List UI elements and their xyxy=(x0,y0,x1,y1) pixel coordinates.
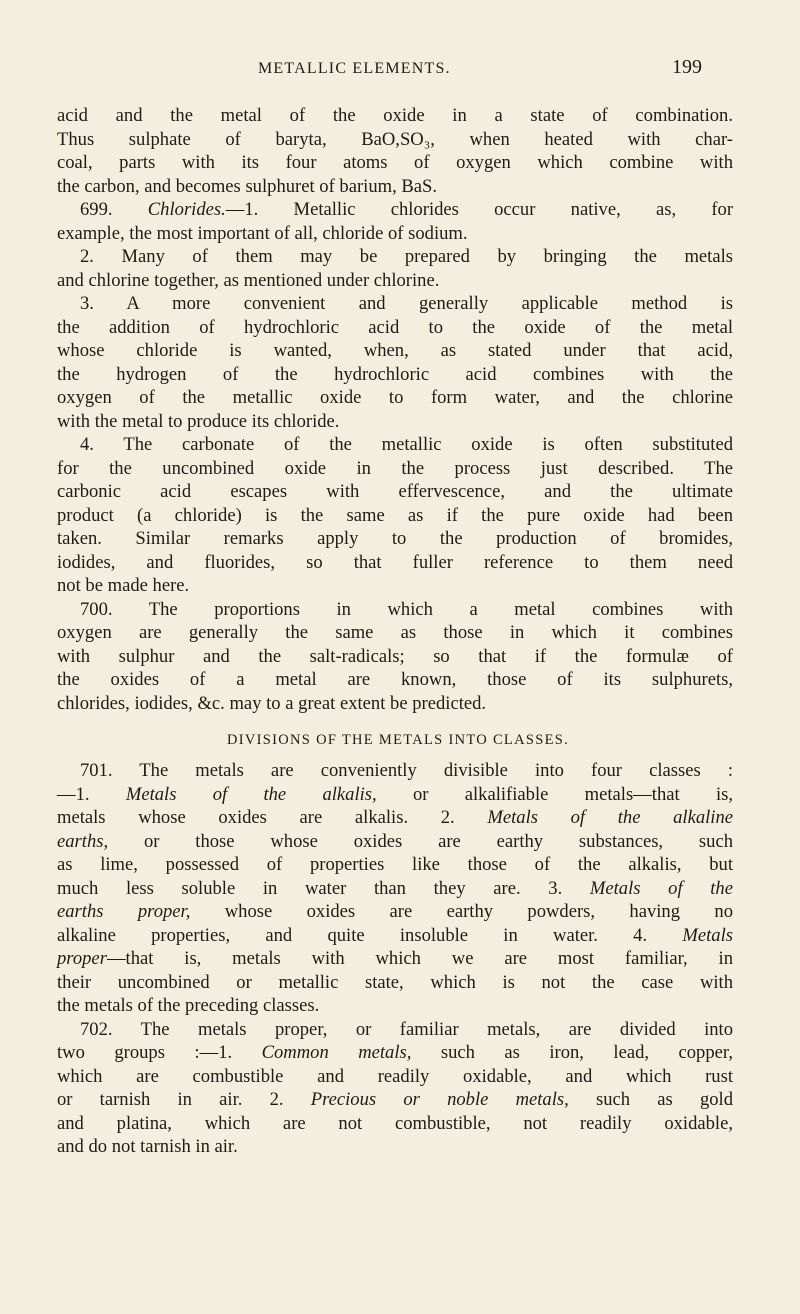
text-segment: which are combustible and readily oxidable, and which rust xyxy=(57,1065,733,1087)
text-segment: the addition of hydrochloric acid to the oxide of the metal xyxy=(57,316,733,338)
text-line xyxy=(57,783,733,807)
text-segment: 3. A more convenient and generally applicable method is xyxy=(80,293,733,314)
text-line xyxy=(57,971,733,995)
text-segment: or tarnish in air. 2. xyxy=(57,1089,311,1110)
running-head xyxy=(0,56,800,86)
text-segment: iodides, and fluorides, so that fuller reference to them need xyxy=(57,551,733,573)
italic-term: Metals xyxy=(682,924,733,946)
text-segment: and chlorine together, as mentioned under chlorine. xyxy=(57,269,440,291)
text-line xyxy=(57,292,733,316)
text-segment: for the uncombined oxide in the process just described. The xyxy=(57,457,733,479)
text-line xyxy=(57,692,733,716)
text-segment: with sulphur and the salt-radicals; so that if the formulæ of xyxy=(57,645,733,667)
text-line xyxy=(57,245,733,269)
text-line xyxy=(57,1088,733,1112)
text-segment: oxygen of the metallic oxide to form water, and the chlorine xyxy=(57,387,733,408)
text-line xyxy=(57,947,733,971)
text-line xyxy=(57,668,733,692)
text-line xyxy=(57,900,733,924)
page-number: 199 xyxy=(672,56,702,78)
text-segment: —1. Metallic chlorides occur native, as, for xyxy=(225,199,734,220)
text-segment: or those whose oxides are earthy substances, such xyxy=(108,830,733,852)
text-line xyxy=(57,339,733,363)
text-line xyxy=(57,598,733,622)
text-segment: two groups :—1. xyxy=(57,1042,262,1063)
text-segment: coal, parts with its four atoms of oxygen which combine with xyxy=(57,152,733,173)
text-line xyxy=(57,128,733,152)
text-line xyxy=(57,551,733,575)
text-line xyxy=(57,759,733,783)
text-segment: oxygen are generally the same as those in which it combines xyxy=(57,622,733,643)
italic-term: earths proper, xyxy=(57,901,191,922)
text-segment: example, the most important of all, chloride of sodium. xyxy=(57,222,468,244)
text-segment: acid and the metal of the oxide in a state of combination. xyxy=(57,105,733,126)
text-line xyxy=(57,151,733,175)
text-line xyxy=(57,104,733,128)
text-line xyxy=(57,527,733,551)
text-segment: metals whose oxides are alkalis. 2. xyxy=(57,807,488,828)
text-segment: chlorides, iodides, &c. may to a great extent be predicted. xyxy=(57,692,487,714)
text-line xyxy=(57,480,733,504)
text-segment: and do not tarnish in air. xyxy=(57,1136,238,1157)
italic-term: Metals of the xyxy=(589,877,733,899)
text-segment: their uncombined or metallic state, which is not the case with xyxy=(57,971,733,993)
text-line xyxy=(57,1065,733,1089)
text-line xyxy=(57,1112,733,1136)
text-segment: not be made here. xyxy=(57,575,190,596)
text-segment: Thus sulphate of baryta, BaO,SO₃, when heated with char- xyxy=(57,128,733,150)
text-line xyxy=(57,269,733,293)
text-segment: 700. The proportions in which a metal combines with xyxy=(80,598,733,620)
text-line xyxy=(57,175,733,199)
text-segment: 4. The carbonate of the metallic oxide is often substituted xyxy=(80,434,733,455)
text-line xyxy=(57,433,733,457)
italic-term: proper xyxy=(57,948,107,969)
text-segment: and platina, which are not combustible, not readily oxidable, xyxy=(57,1112,733,1134)
text-line xyxy=(57,645,733,669)
text-line xyxy=(57,1018,733,1042)
italic-term: earths, xyxy=(57,830,109,852)
text-segment: such as gold xyxy=(568,1089,734,1110)
text-line xyxy=(57,877,733,901)
italic-term: Chlorides. xyxy=(147,199,226,220)
text-line xyxy=(57,994,733,1018)
text-segment: carbonic acid escapes with effervescence, and the ultimate xyxy=(57,481,733,502)
text-line xyxy=(57,924,733,948)
text-line xyxy=(57,363,733,387)
text-segment: as lime, possessed of properties like those of the alkalis, but xyxy=(57,854,733,875)
text-segment: the hydrogen of the hydrochloric acid combines with the xyxy=(57,363,733,385)
text-line xyxy=(57,574,733,598)
text-line xyxy=(57,1041,733,1065)
text-segment: 699. xyxy=(80,199,148,220)
italic-term: Metals of the alkaline xyxy=(487,807,734,828)
running-head-title: METALLIC ELEMENTS. xyxy=(258,60,451,77)
text-line xyxy=(57,806,733,830)
text-line xyxy=(57,457,733,481)
text-segment: the oxides of a metal are known, those of its sulphurets, xyxy=(57,669,733,690)
text-segment: 702. The metals proper, or familiar metals, are divided into xyxy=(80,1018,733,1040)
text-line xyxy=(57,1135,733,1159)
text-line xyxy=(57,853,733,877)
text-segment: 2. Many of them may be prepared by bringing the metals xyxy=(80,246,733,267)
text-line xyxy=(57,316,733,340)
text-line xyxy=(57,410,733,434)
text-segment: 701. The metals are conveniently divisible into four classes : xyxy=(80,760,733,781)
text-line xyxy=(57,222,733,246)
italic-term: Precious or noble metals, xyxy=(310,1089,569,1110)
text-segment: the metals of the preceding classes. xyxy=(57,995,320,1016)
text-segment: whose chloride is wanted, when, as stated under that acid, xyxy=(57,340,733,361)
text-segment: —1. xyxy=(57,783,126,805)
text-segment: much less soluble in water than they are. 3. xyxy=(57,877,590,899)
text-segment: or alkalifiable metals—that is, xyxy=(376,783,733,805)
text-segment: the carbon, and becomes sulphuret of barium, BaS. xyxy=(57,175,438,197)
text-line xyxy=(57,830,733,854)
section-heading: DIVISIONS OF THE METALS INTO CLASSES. xyxy=(226,732,570,748)
text-segment: taken. Similar remarks apply to the production of bromides, xyxy=(57,528,733,549)
text-line xyxy=(57,504,733,528)
text-segment: product (a chloride) is the same as if the pure oxide had been xyxy=(57,504,733,526)
text-segment: whose oxides are earthy powders, having no xyxy=(190,901,733,922)
text-line xyxy=(57,621,733,645)
text-segment: with the metal to produce its chloride. xyxy=(57,410,340,432)
text-line xyxy=(57,198,733,222)
text-segment: such as iron, lead, copper, xyxy=(411,1042,733,1063)
text-segment: —that is, metals with which we are most familiar, in xyxy=(106,948,733,969)
text-segment: alkaline properties, and quite insoluble in water. 4. xyxy=(57,924,683,946)
body-text xyxy=(57,104,733,1159)
text-line xyxy=(57,386,733,410)
italic-term: Common metals, xyxy=(261,1042,412,1063)
italic-term: Metals of the alkalis, xyxy=(125,783,377,805)
